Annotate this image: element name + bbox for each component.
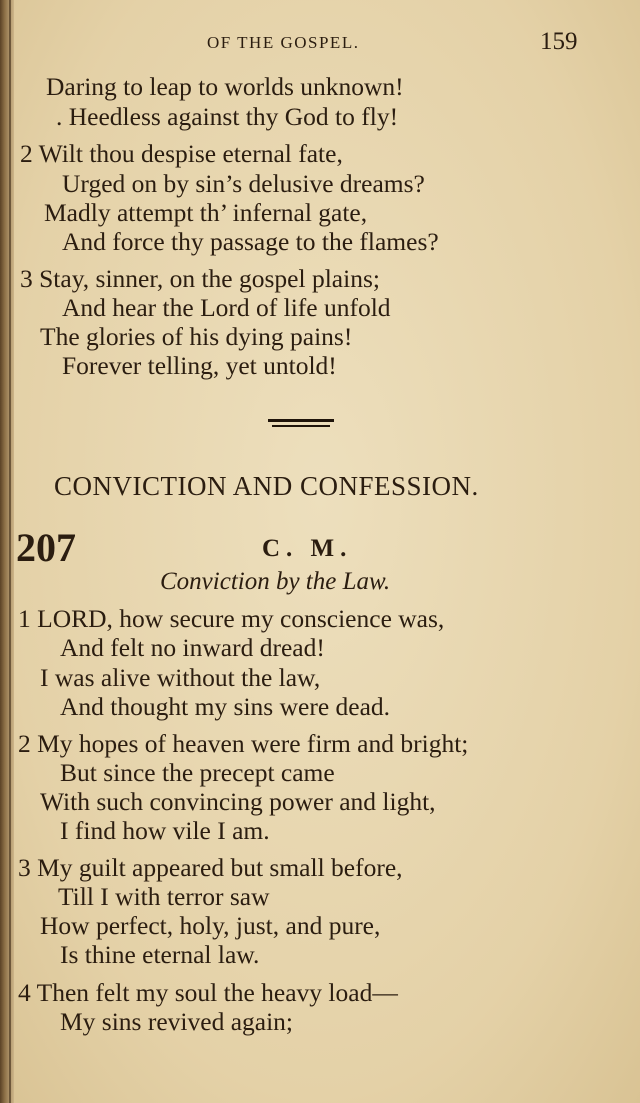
page-number: 159 bbox=[540, 28, 578, 55]
verse-line: Madly attempt th’ infernal gate, bbox=[44, 198, 368, 227]
verse-line: And hear the Lord of life unfold bbox=[62, 293, 391, 322]
hymn-meter: C. M. bbox=[262, 535, 353, 562]
verse-line: I was alive without the law, bbox=[40, 663, 321, 692]
verse-line: Daring to leap to worlds unknown! bbox=[46, 72, 404, 101]
hymn-subtitle: Conviction by the Law. bbox=[160, 568, 391, 595]
verse-line: Forever telling, yet untold! bbox=[62, 351, 337, 380]
verse-line: I find how vile I am. bbox=[60, 816, 270, 845]
verse-line: And thought my sins were dead. bbox=[60, 692, 391, 721]
verse-line: 3 Stay, sinner, on the gospel plains; bbox=[20, 264, 380, 293]
verse-line: Urged on by sin’s delusive dreams? bbox=[62, 169, 425, 198]
verse-line: 2 My hopes of heaven were firm and bright; bbox=[18, 729, 469, 758]
hymn-number: 207 bbox=[16, 525, 76, 570]
book-spine-shadow bbox=[0, 0, 14, 1103]
section-title: CONVICTION AND CONFESSION. bbox=[54, 471, 479, 501]
verse-line: 2 Wilt thou despise eternal fate, bbox=[20, 139, 343, 168]
binding-edge bbox=[9, 0, 11, 1103]
section-rule-thick bbox=[268, 419, 334, 422]
verse-line: My sins revived again; bbox=[60, 1007, 293, 1036]
verse-line: How perfect, holy, just, and pure, bbox=[40, 911, 381, 940]
section-rule-thin bbox=[272, 425, 330, 427]
verse-line: With such convincing power and light, bbox=[40, 787, 436, 816]
verse-line: And force thy passage to the flames? bbox=[62, 227, 439, 256]
verse-line: 4 Then felt my soul the heavy load— bbox=[18, 978, 398, 1007]
verse-line: And felt no inward dread! bbox=[60, 633, 325, 662]
verse-line: . Heedless against thy God to fly! bbox=[56, 102, 399, 131]
verse-line: The glories of his dying pains! bbox=[40, 322, 353, 351]
verse-line: Till I with terror saw bbox=[58, 882, 270, 911]
verse-line: Is thine eternal law. bbox=[60, 940, 260, 969]
running-header: OF THE GOSPEL. bbox=[207, 33, 360, 52]
verse-line: 3 My guilt appeared but small before, bbox=[18, 853, 403, 882]
verse-line: 1 LORD, how secure my conscience was, bbox=[18, 604, 445, 633]
verse-line: But since the precept came bbox=[60, 758, 335, 787]
